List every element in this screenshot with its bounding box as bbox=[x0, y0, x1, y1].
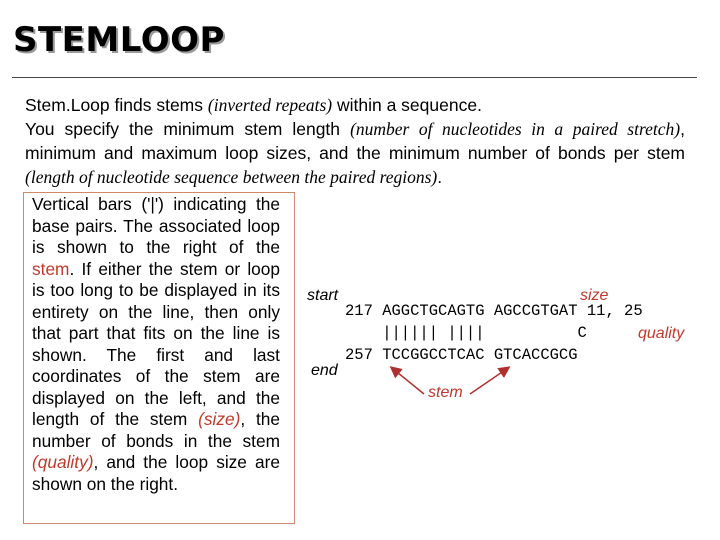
stem-arrow-left bbox=[392, 368, 424, 394]
desc-text: , the number of bonds in the stem bbox=[32, 409, 280, 451]
desc-text: . If either the stem or loop is too long to be displayed in its entirety on the line, then only that part that fits on the line is shown. The first and last coordinates of the stem are displayed on the left, and the length of the stem bbox=[32, 258, 280, 429]
size-term: (size) bbox=[198, 409, 241, 429]
desc-text: , and the loop size are shown on the right. bbox=[32, 452, 280, 494]
intro-note: (inverted repeats) bbox=[207, 95, 333, 115]
page-title: STEMLOOP bbox=[13, 20, 225, 60]
start-label: start bbox=[307, 287, 339, 304]
sequence-line-top: 217 AGGCTGCAGTG AGCCGTGAT 11, 25 bbox=[345, 302, 643, 320]
stem-arrow-right bbox=[470, 368, 508, 394]
intro-note: (length of nucleotide sequence between the paired regions) bbox=[25, 167, 438, 187]
desc-text: Vertical bars ('|') indicating the base pairs. The associated loop is shown to the right of the bbox=[32, 194, 280, 257]
intro-text: Stem.Loop finds stems bbox=[25, 95, 208, 115]
sequence-line-bonds: |||||| |||| C bbox=[345, 324, 587, 342]
intro-text: , minimum and maximum loop sizes, and the minimum number of bonds per stem bbox=[25, 119, 685, 163]
quality-term: (quality) bbox=[32, 452, 94, 472]
intro-note: (number of nucleotides in a paired stretch) bbox=[350, 119, 681, 139]
size-label: size bbox=[580, 287, 609, 304]
stem-label: stem bbox=[428, 384, 463, 401]
stem-term: stem bbox=[32, 258, 70, 279]
quality-label: quality bbox=[638, 325, 685, 342]
intro-text: within a sequence. bbox=[332, 95, 482, 115]
sequence-line-bottom: 257 TCCGGCCTCAC GTCACCGCG bbox=[345, 346, 578, 364]
end-label: end bbox=[311, 362, 338, 379]
intro-text: . bbox=[437, 167, 443, 187]
intro-text: You specify the minimum stem length bbox=[25, 119, 351, 139]
